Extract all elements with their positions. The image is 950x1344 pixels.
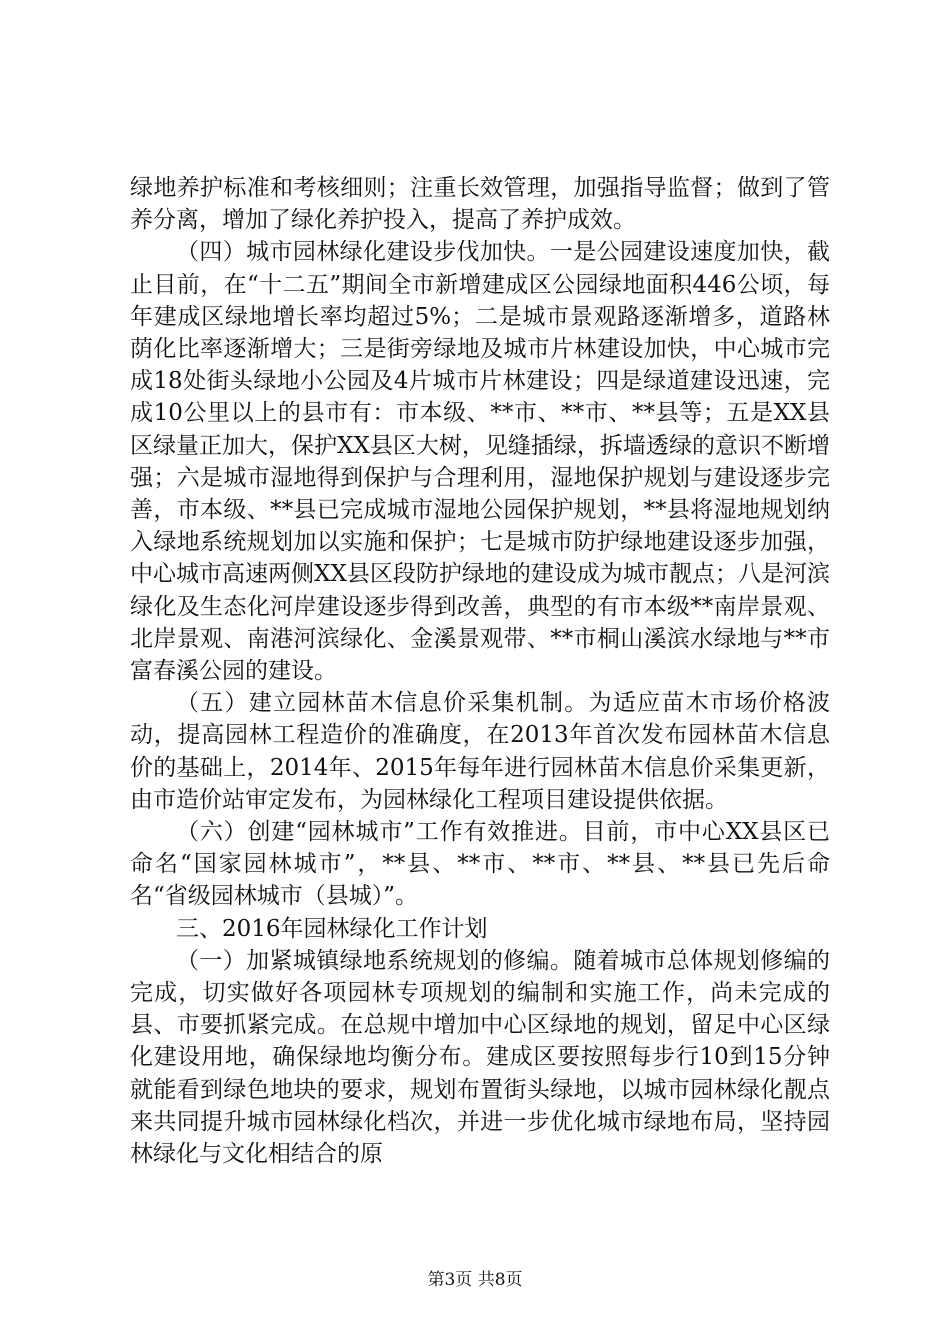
paragraph-section-6: （六）创建“园林城市”工作有效推进。目前，市中心XX县区已命名“国家园林城市”，**县、**市、**市、**县、**县已先后命名“省级园林城市（县城）”。 — [130, 819, 830, 910]
page-number-footer: 第3页 共8页 — [427, 1270, 523, 1290]
section-heading-work-plan: 三、2016年园林绿化工作计划 — [176, 915, 488, 942]
paragraph-section-5: （五）建立园林苗木信息价采集机制。为适应苗木市场价格波动，提高园林工程造价的准确度，在2013年首次发布园林苗木信息价的基础上，2014年、2015年每年进行园林苗木信息价采集更新，由市造价站审定发布，为园林绿化工程项目建设提供依据。 — [130, 690, 830, 813]
paragraph-section-4: （四）城市园林绿化建设步伐加快。一是公园建设速度加快，截止目前，在“十二五”期间全市新增建成区公园绿地面积446公顷，每年建成区绿地增长率均超过5%；二是城市景观路逐渐增多，道路林荫化比率逐渐增大；三是街旁绿地及城市片林建设加快，中心城市完成18处街头绿地小公园及4片城市片林建设；四是绿道建设迅速，完成10公里以上的县市有：市本级、**市、**市、**县等；五是XX县区绿量正加大，保护XX县区大树，见缝插绿，拆墙透绿的意识不断增强；六是城市湿地得到保护与合理利用，湿地保护规划与建设逐步完善，市本级、**县已完成城市湿地公园保护规划，**县将湿地规划纳入绿地系统规划加以实施和保护；七是城市防护绿地建设逐步加强，中心城市高速两侧XX县区段防护绿地的建设成为城市靓点；八是河滨绿化及生态化河岸建设逐步得到改善，典型的有市本级**南岸景观、北岸景观、南港河滨绿化、金溪景观带、**市桐山溪滨水绿地与**市富春溪公园的建设。 — [130, 239, 830, 685]
document-body — [130, 172, 830, 1170]
paragraph-plan-1: （一）加紧城镇绿地系统规划的修编。随着城市总体规划修编的完成，切实做好各项园林专项规划的编制和实施工作，尚未完成的县、市要抓紧完成。在总规中增加中心区绿地的规划，留足中心区绿化建设用地，确保绿地均衡分布。建成区要按照每步行10到15分钟就能看到绿色地块的要求，规划布置街头绿地，以城市园林绿化靓点来共同提升城市园林绿化档次，并进一步优化城市绿地布局，坚持园林绿化与文化相结合的原 — [130, 947, 830, 1168]
paragraph-continuation: 绿地养护标准和考核细则；注重长效管理，加强指导监督；做到了管养分离，增加了绿化养护投入，提高了养护成效。 — [130, 175, 830, 234]
